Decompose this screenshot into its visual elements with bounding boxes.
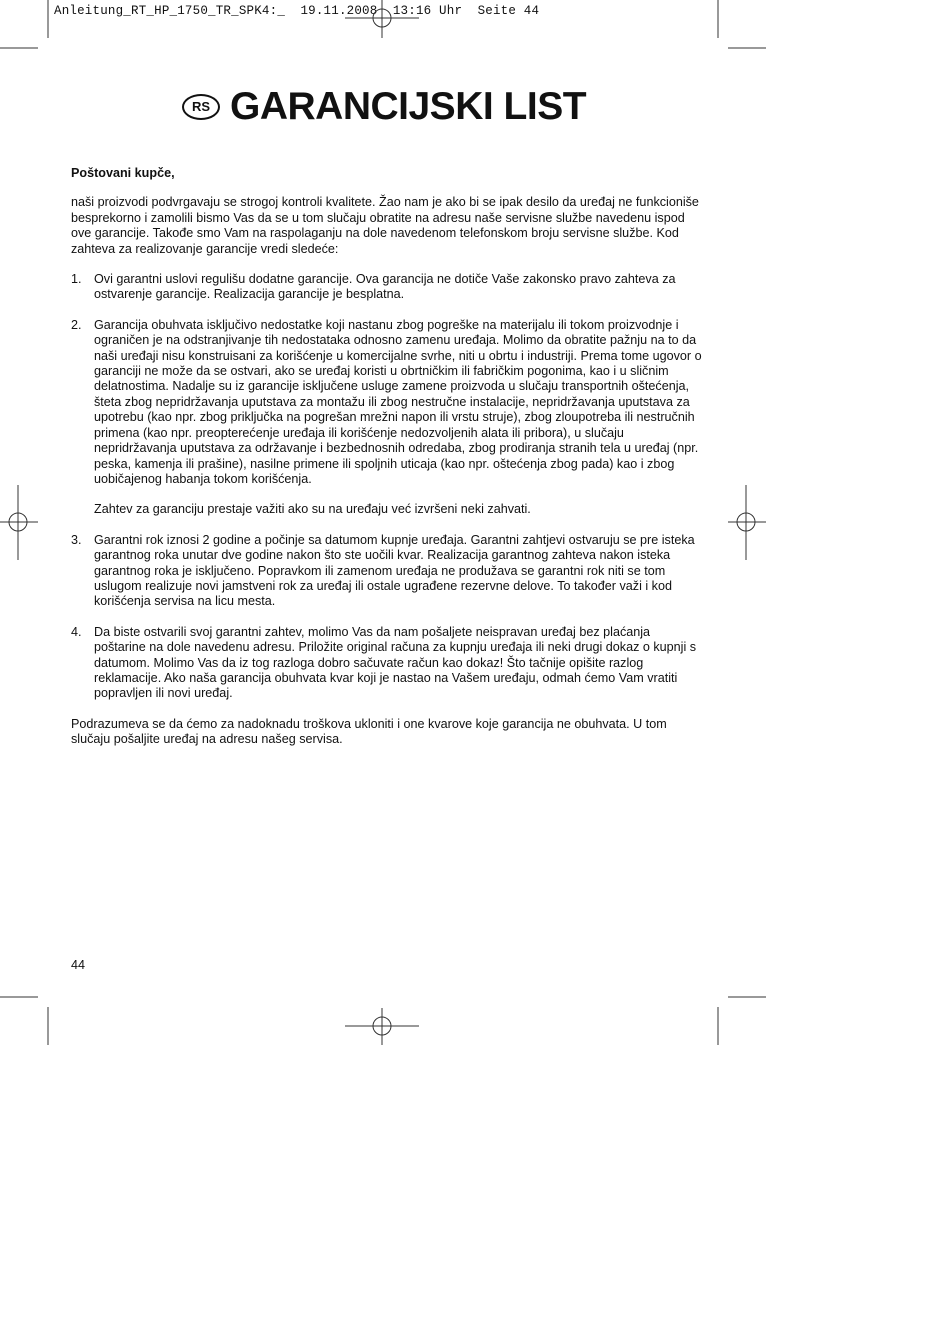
closing-paragraph: Podrazumeva se da ćemo za nadoknadu troškova ukloniti i one kvarove koje garancija ne obuhvata. U tom slučaju pošaljite uređaj na adresu našeg servisa. [71,716,667,747]
list-item-number: 3. [71,532,82,547]
list-item [71,318,703,518]
list-item [71,272,703,303]
title-row [182,85,586,129]
registration-mark-bottom [345,1008,419,1045]
intro-paragraph: naši proizvodi podvrgavaju se strogoj kontroli kvalitete. Žao nam je ako bi se ipak desilo da uređaj ne funkcioniše besprekorno i zamolili bismo Vas da se u tom slučaju obratite na adresu naše servisne službe navedenu ispod ove garancije. Takođe smo Vam na raspolaganju na dole navedenom telefonskom broju servisne službe. Kod zahteva za realizovanje garancije vredi sledeće: [71,195,699,256]
list-item-number: 1. [71,272,82,287]
page-title: GARANCIJSKI LIST [230,85,587,128]
country-code-badge: RS [182,94,220,120]
page-number: 44 [71,958,86,972]
list-item-text: Garancija obuhvata isključivo nedostatke koji nastanu zbog pogreške na materijalu ili tokom proizvodnje i ograničen je na odstranjivanje tih nedostataka odnosno zamenu uređaja. Molimo da obratite pažnju na to da naši uređaji nisu konstruisani za korišćenje u komercijalne svrhe, niti u obrtu i industriji. Prema tome ugovor o garanciji ne može da se ostvari, ako se uređaj koristi u obrtničkim ili fabričkim pogonima, kao i u sličnim delatnostima. Nadalje su iz garancije isključene usluge zamene proizvoda u slučaju transportnih oštećenja, šteta zbog nepridržavanja uputstava za montažu ili zbog nestručne instalacije, nepridržavanja uputstava za upotrebu (kao npr. zbog priključka na pogrešan mrežni napon ili vrstu struje), zbog zloupotreba ili nestručnih primena (kao npr. preopterećenje uređaja ili korišćenje nedozvoljenih alata ili pribora), u slučaju nepridržavanja uputstava za održavanje i bezbednosnih odredaba, zbog prodiranja stranih tela u uređaj (npr. peska, kamenja ili prašine), nasilne primene ili spoljnih uticaja (kao npr. oštećenja zbog pada) kao i zbog uobičajenog habanja tokom korišćenja. [94,317,702,486]
list-item [71,625,703,702]
print-slug: Anleitung_RT_HP_1750_TR_SPK4:_ 19.11.2008 13:16 Uhr Seite 44 [54,4,540,18]
list-item-text: Garantni rok iznosi 2 godine a počinje sa datumom kupnje uređaja. Garantni zahtjevi ostvaruju se pre isteka garantnog roka unutar dve godine nakon što ste uočili kvar. Realizacija garantnog zahteva nakon isteka garantnog roka je isključeno. Popravkom ili zamenom uređaja ne produžava se garantni rok niti se tom uslugom realizuje novi jamstveni rok za uređaj ili ostale ugrađene rezervne delove. To također važi i kod korišćenja servisa na licu mesta. [94,532,695,609]
list-item-text: Ovi garantni uslovi regulišu dodatne garancije. Ova garancija ne dotiče Vaše zakonsko pravo zahteva za ostvarenje garancije. Realizacija garancije je besplatna. [94,272,676,302]
list-item-extra: Zahtev za garanciju prestaje važiti ako su na uređaju već izvršeni neki zahvati. [94,502,531,517]
list-item-text: Da biste ostvarili svoj garantni zahtev, molimo Vas da nam pošaljete neispravan uređaj bez plaćanja poštarine na dole navedenu adresu. Priložite original računa za kupnju uređaja ili neki drugi dokaz o kupnji s datumom. Molimo Vas da iz tog razloga dobro sačuvate račun kao dokaz! Što tačnije opišite razlog reklamacije. Ako naša garancija obuhvata kvar koji je nastao na Vašem uređaju, odmah ćemo Vam vratiti popravljen ili novi uređaj. [94,624,697,701]
greeting: Poštovani kupče, [71,166,175,180]
warranty-text [71,166,703,763]
registration-mark-left [0,485,38,560]
registration-mark-right [728,485,766,560]
list-item-number: 2. [71,317,82,332]
conditions-list [71,272,703,702]
list-item [71,533,703,610]
list-item-number: 4. [71,624,82,639]
